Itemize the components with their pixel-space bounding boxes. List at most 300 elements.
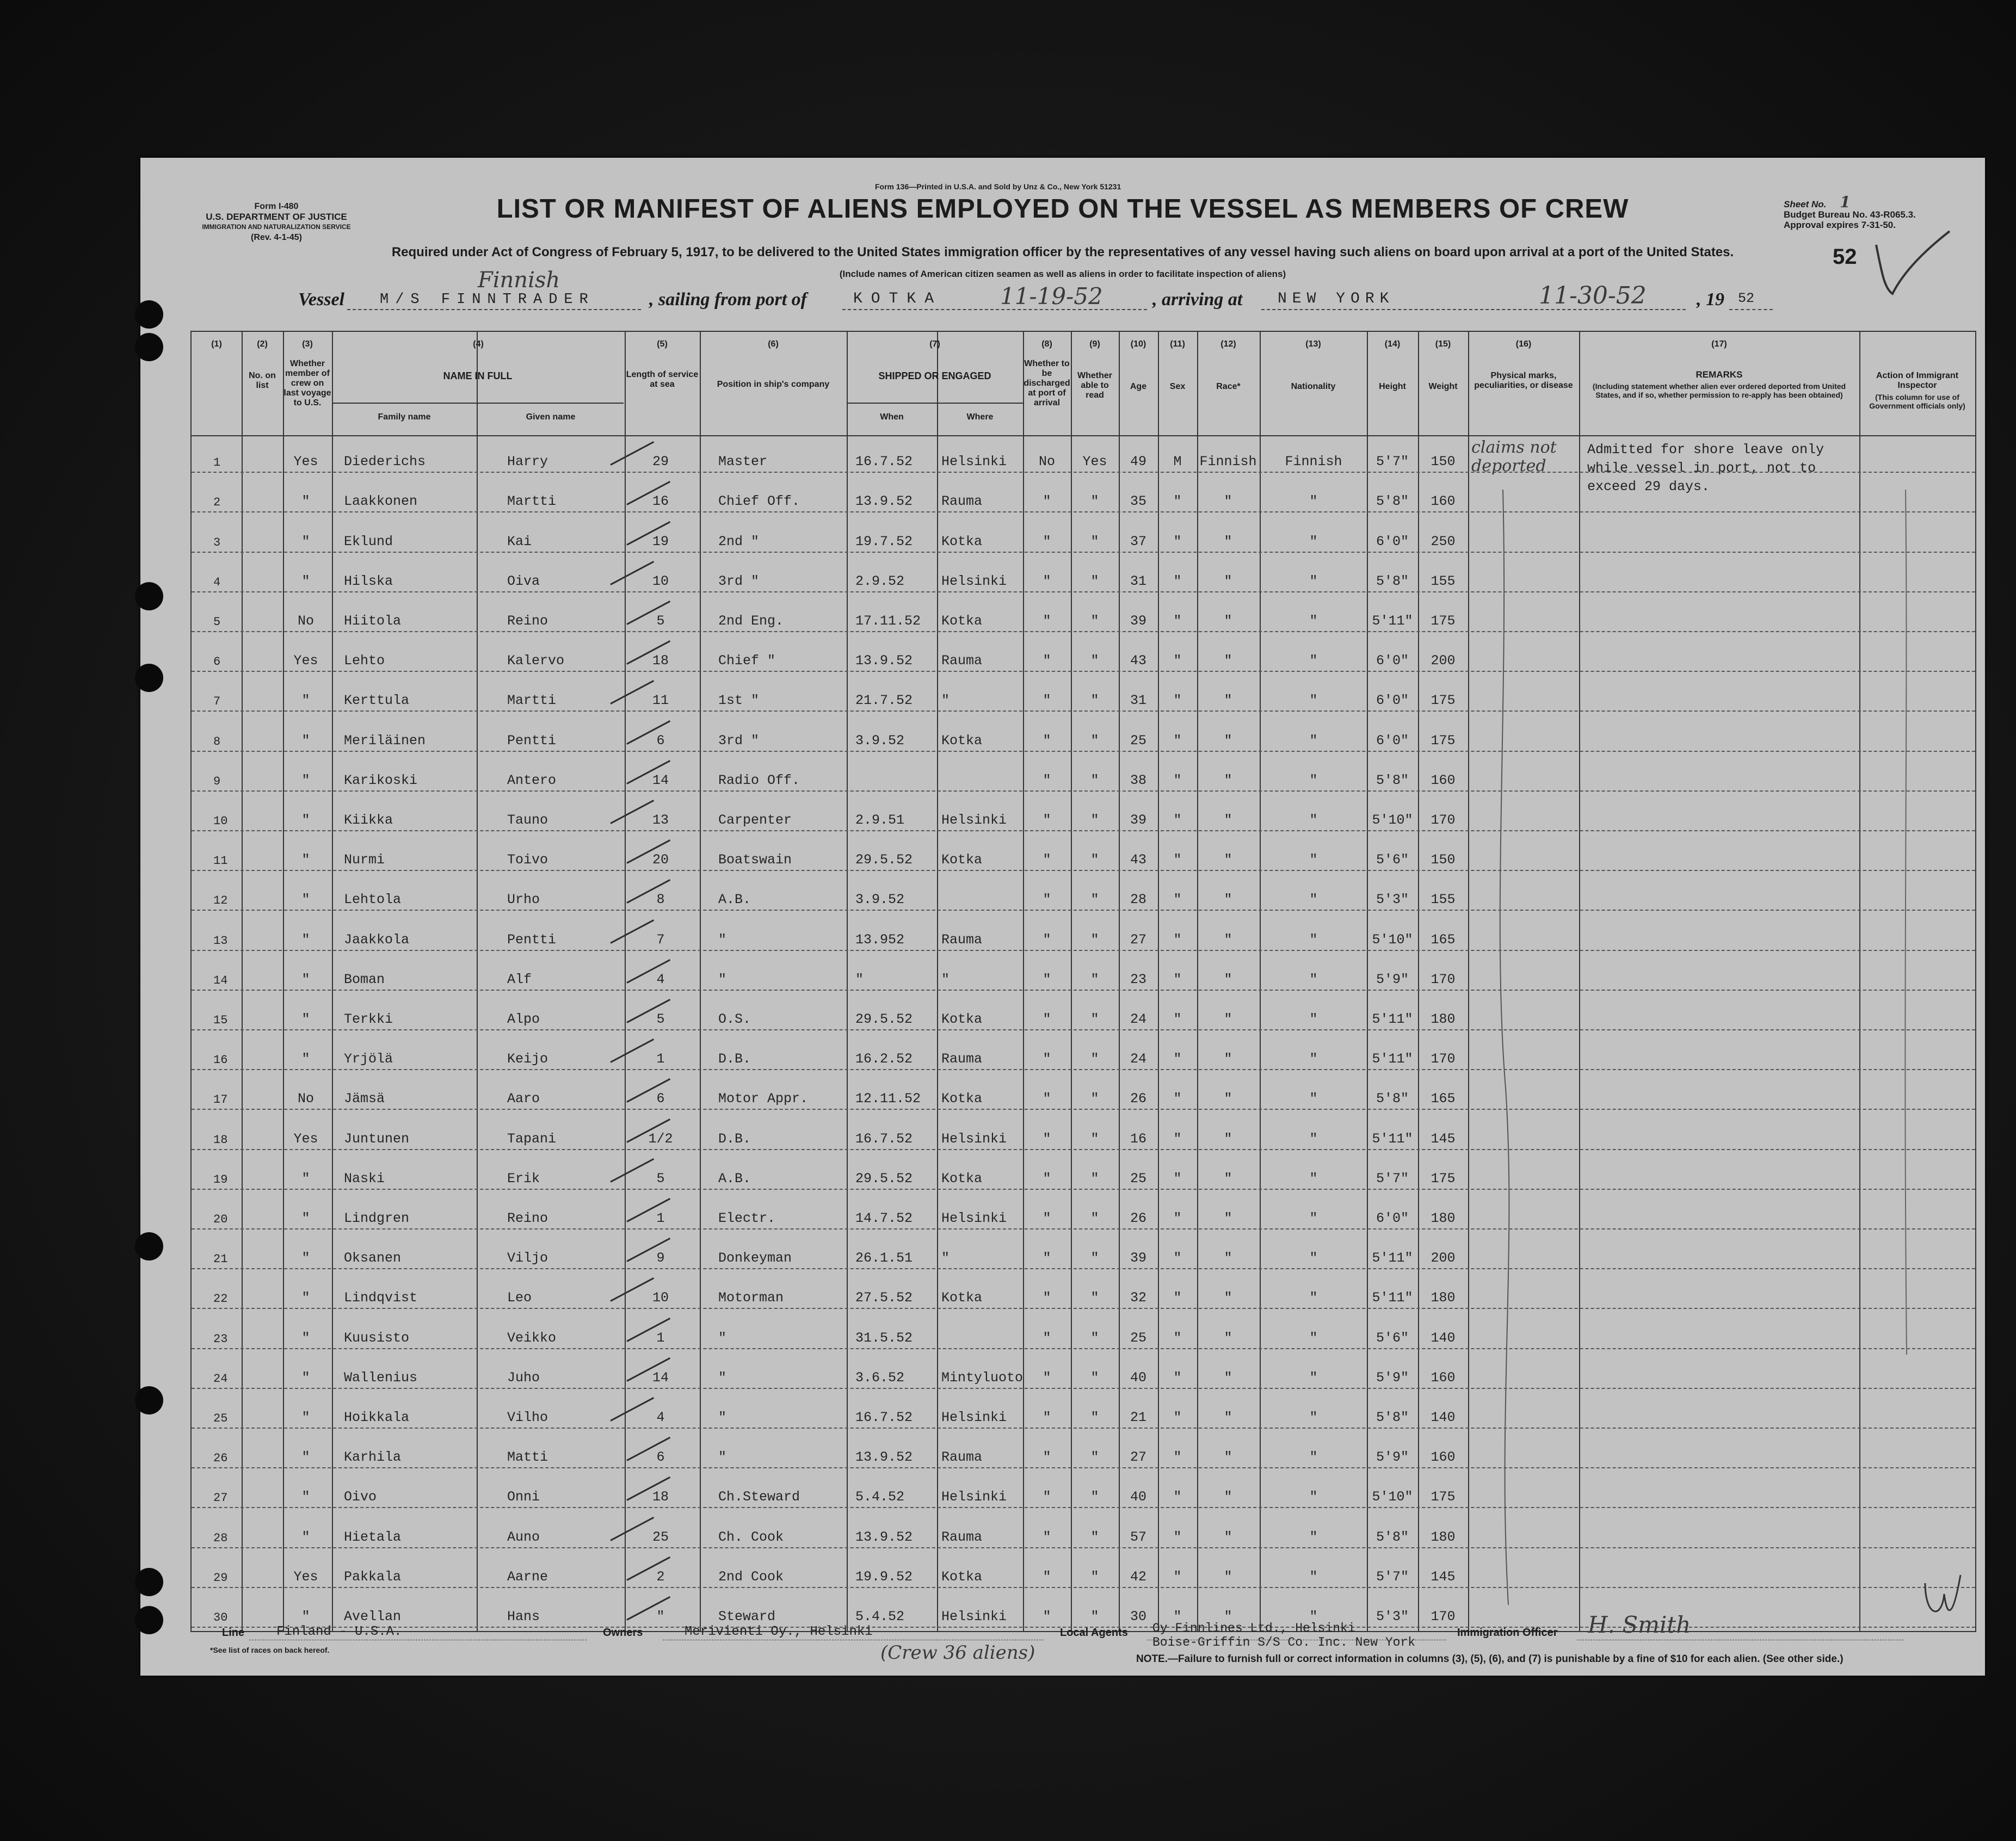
cell-service: 1 — [656, 1051, 665, 1067]
cell-no: 26 — [213, 1451, 228, 1466]
cell-last-voyage: Yes — [293, 1130, 318, 1147]
cell-given-name: Martti — [507, 493, 557, 510]
cell-age: 30 — [1130, 1608, 1146, 1624]
cell-discharged: " — [1043, 1529, 1051, 1545]
cell-last-voyage: " — [301, 892, 310, 908]
cell-where: Kotka — [941, 1290, 983, 1306]
cell-family-name: Kerttula — [344, 693, 410, 709]
cell-nationality: " — [1309, 1369, 1318, 1386]
cell-position: A.B. — [718, 892, 751, 908]
cell-no: 28 — [213, 1531, 228, 1545]
cell-discharged: " — [1043, 1250, 1051, 1267]
cell-given-name: Veikko — [507, 1330, 557, 1346]
cell-given-name: Alf — [507, 971, 532, 987]
header-height: Height — [1379, 382, 1406, 391]
cell-able-read: " — [1090, 1409, 1099, 1425]
cell-height: 5'6" — [1376, 852, 1409, 868]
cell-weight: 200 — [1431, 653, 1456, 669]
cell-where: Kotka — [941, 613, 983, 629]
cell-when: 12.11.52 — [855, 1091, 921, 1107]
cell-given-name: Juho — [507, 1369, 540, 1386]
agents-value-1: Oy Finnlines Ltd., Helsinki — [1152, 1621, 1355, 1635]
cell-nationality: " — [1309, 1529, 1318, 1545]
cell-last-voyage: " — [301, 1011, 310, 1027]
cell-given-name: Viljo — [507, 1250, 548, 1267]
cell-position: D.B. — [718, 1051, 751, 1067]
cell-age: 40 — [1130, 1369, 1146, 1386]
cell-service: 2 — [656, 1568, 665, 1585]
agents-label: Local Agents — [1060, 1627, 1128, 1639]
cell-age: 26 — [1130, 1091, 1146, 1107]
cell-service: 5 — [656, 1011, 665, 1027]
cell-when: 17.11.52 — [855, 613, 921, 629]
cell-age: 23 — [1130, 971, 1146, 987]
cell-no: 22 — [213, 1292, 228, 1306]
cell-age: 40 — [1130, 1489, 1146, 1505]
punch-hole — [135, 1606, 163, 1634]
header-where: Where — [966, 412, 994, 422]
cell-family-name: Hilska — [344, 573, 393, 589]
cell-sex: " — [1173, 772, 1182, 788]
cell-where: Kotka — [941, 533, 983, 549]
cell-service: 6 — [656, 1449, 665, 1466]
cell-weight: 140 — [1431, 1330, 1456, 1346]
cell-given-name: Urho — [507, 892, 540, 908]
column-number: (7) — [929, 339, 940, 349]
cell-race: " — [1224, 1290, 1232, 1306]
cell-discharged: " — [1043, 1608, 1051, 1624]
cell-last-voyage: Yes — [293, 653, 318, 669]
cell-family-name: Naski — [344, 1170, 385, 1187]
cell-no: 10 — [213, 814, 228, 828]
table-row — [192, 1511, 1975, 1551]
page-number: 52 — [1833, 245, 1857, 269]
cell-race: " — [1224, 732, 1232, 749]
cell-able-read: " — [1090, 493, 1099, 510]
cell-service: 7 — [656, 931, 665, 948]
page-title: LIST OR MANIFEST OF ALIENS EMPLOYED ON THE VESSEL AS MEMBERS OF CREW — [496, 194, 1629, 224]
punch-hole — [135, 1232, 163, 1261]
cell-race: " — [1224, 1568, 1232, 1585]
cell-no: 12 — [213, 894, 228, 908]
punch-hole — [135, 333, 163, 361]
table-row — [192, 1073, 1975, 1113]
cell-height: 6'0" — [1376, 1210, 1409, 1226]
punch-hole — [135, 1386, 163, 1414]
cell-sex: " — [1173, 1011, 1182, 1027]
cell-where: Kotka — [941, 1011, 983, 1027]
cell-position: Chief " — [718, 653, 776, 669]
cell-discharged: " — [1043, 1210, 1051, 1226]
cell-position: O.S. — [718, 1011, 751, 1027]
cell-nationality: " — [1309, 1170, 1318, 1187]
physical-note: claims not deported — [1471, 438, 1557, 475]
cell-last-voyage: " — [301, 1409, 310, 1425]
cell-nationality: " — [1309, 533, 1318, 549]
cell-age: 49 — [1130, 454, 1146, 470]
cell-when: 16.2.52 — [855, 1051, 913, 1067]
cell-when: 29.5.52 — [855, 1011, 913, 1027]
cell-height: 5'8" — [1376, 1091, 1409, 1107]
header-remarks-note: (Including statement whether alien ever ordered deported from United States, and if so, whether permission to re-apply has been obtained) — [1592, 382, 1846, 399]
cell-nationality: " — [1309, 931, 1318, 948]
cell-sex: " — [1173, 693, 1182, 709]
table-row — [192, 1113, 1975, 1153]
table-row — [192, 755, 1975, 795]
cell-able-read: " — [1090, 1210, 1099, 1226]
cell-when: 16.7.52 — [855, 1409, 913, 1425]
cell-given-name: Antero — [507, 772, 557, 788]
cell-race: " — [1224, 1449, 1232, 1466]
cell-discharged: " — [1043, 1409, 1051, 1425]
cell-weight: 175 — [1431, 613, 1456, 629]
cell-weight: 150 — [1431, 454, 1456, 470]
service: IMMIGRATION AND NATURALIZATION SERVICE — [202, 223, 351, 231]
cell-service: " — [656, 1608, 665, 1624]
cell-discharged: " — [1043, 1449, 1051, 1466]
cell-when: " — [855, 971, 864, 987]
cell-race: " — [1224, 573, 1232, 589]
cell-when: 27.5.52 — [855, 1290, 913, 1306]
cell-able-read: " — [1090, 1011, 1099, 1027]
cell-position: A.B. — [718, 1170, 751, 1187]
cell-given-name: Tauno — [507, 812, 548, 828]
cell-family-name: Lehtola — [344, 892, 402, 908]
cell-last-voyage: No — [297, 613, 314, 629]
cell-last-voyage: " — [301, 1449, 310, 1466]
cell-no: 7 — [213, 695, 221, 709]
cell-weight: 175 — [1431, 693, 1456, 709]
cell-last-voyage: " — [301, 1330, 310, 1346]
cell-race: " — [1224, 1170, 1232, 1187]
cell-height: 5'3" — [1376, 892, 1409, 908]
cell-height: 5'11" — [1372, 1130, 1413, 1147]
cell-nationality: Finnish — [1285, 454, 1342, 470]
punch-hole — [135, 582, 163, 610]
cell-able-read: " — [1090, 1250, 1099, 1267]
cell-given-name: Harry — [507, 454, 548, 470]
table-row — [192, 954, 1975, 994]
cell-height: 5'8" — [1376, 493, 1409, 510]
cell-sex: " — [1173, 931, 1182, 948]
column-number: (10) — [1130, 339, 1146, 349]
cell-able-read: " — [1090, 892, 1099, 908]
cell-height: 5'7" — [1376, 454, 1409, 470]
cell-race: " — [1224, 1130, 1232, 1147]
cell-no: 25 — [213, 1411, 228, 1425]
cell-weight: 170 — [1431, 812, 1456, 828]
year-label: , 19 — [1697, 289, 1724, 310]
cell-service: 14 — [652, 1369, 669, 1386]
cell-nationality: " — [1309, 732, 1318, 749]
cell-position: Chief Off. — [718, 493, 800, 510]
cell-discharged: " — [1043, 1011, 1051, 1027]
cell-weight: 165 — [1431, 931, 1456, 948]
cell-weight: 140 — [1431, 1409, 1456, 1425]
cell-where: Kotka — [941, 1091, 983, 1107]
cell-race: " — [1224, 1011, 1232, 1027]
cell-age: 42 — [1130, 1568, 1146, 1585]
column-number: (3) — [302, 339, 313, 349]
cell-discharged: " — [1043, 772, 1051, 788]
cell-discharged: " — [1043, 1568, 1051, 1585]
cell-no: 19 — [213, 1172, 228, 1187]
cell-where: Mintyluoto — [941, 1369, 1024, 1386]
cell-age: 26 — [1130, 1210, 1146, 1226]
cell-height: 5'10" — [1372, 1489, 1413, 1505]
vessel-note: Finnish — [478, 268, 560, 293]
header-last-voyage: Whether member of crew on last voyage to U.S. — [283, 359, 331, 407]
cell-when: 29.5.52 — [855, 852, 913, 868]
officer-label: Immigration Officer — [1457, 1627, 1558, 1639]
cell-family-name: Eklund — [344, 533, 393, 549]
cell-nationality: " — [1309, 1091, 1318, 1107]
cell-family-name: Lindqvist — [344, 1290, 418, 1306]
cell-where: Helsinki — [941, 573, 1007, 589]
cell-discharged: " — [1043, 573, 1051, 589]
cell-service: 18 — [652, 1489, 669, 1505]
table-row — [192, 795, 1975, 835]
port-to: NEW YORK — [1278, 291, 1395, 307]
cell-given-name: Keijo — [507, 1051, 548, 1067]
cell-position: 2nd Cook — [718, 1568, 784, 1585]
owners-label: Owners — [603, 1627, 643, 1639]
cell-able-read: " — [1090, 693, 1099, 709]
cell-last-voyage: " — [301, 1210, 310, 1226]
cell-race: " — [1224, 493, 1232, 510]
cell-race: " — [1224, 1529, 1232, 1545]
cell-when: 2.9.52 — [855, 573, 905, 589]
cell-family-name: Juntunen — [344, 1130, 410, 1147]
cell-last-voyage: " — [301, 1051, 310, 1067]
cell-given-name: Auno — [507, 1529, 540, 1545]
header-inspector-action: Action of Immigrant Inspector — [1876, 371, 1959, 390]
cell-discharged: " — [1043, 1489, 1051, 1505]
table-row — [192, 1233, 1975, 1272]
cell-position: Master — [718, 454, 768, 470]
cell-sex: " — [1173, 1210, 1182, 1226]
cell-age: 35 — [1130, 493, 1146, 510]
header-physical-marks: Physical marks, peculiarities, or disease — [1474, 371, 1573, 390]
cell-age: 24 — [1130, 1051, 1146, 1067]
cell-no: 6 — [213, 655, 221, 669]
cell-discharged: " — [1043, 1369, 1051, 1386]
cell-family-name: Boman — [344, 971, 385, 987]
cell-last-voyage: " — [301, 573, 310, 589]
header-race: Race* — [1216, 382, 1241, 391]
cell-position: " — [718, 1369, 727, 1386]
remarks-text: Admitted for shore leave only while vessel in port, not to exceed 29 days. — [1587, 442, 1824, 495]
cell-nationality: " — [1309, 653, 1318, 669]
cell-age: 39 — [1130, 812, 1146, 828]
cell-nationality: " — [1309, 812, 1318, 828]
cell-where: Rauma — [941, 1051, 983, 1067]
header-age: Age — [1130, 382, 1147, 391]
cell-sex: " — [1173, 1170, 1182, 1187]
cell-nationality: " — [1309, 1608, 1318, 1624]
cell-when: 31.5.52 — [855, 1330, 913, 1346]
pencil-line-icon — [1895, 490, 1916, 1360]
cell-able-read: " — [1090, 1489, 1099, 1505]
cell-when: 14.7.52 — [855, 1210, 913, 1226]
cell-height: 5'11" — [1372, 1250, 1413, 1267]
cell-last-voyage: " — [301, 1529, 310, 1545]
cell-no: 21 — [213, 1252, 228, 1267]
cell-sex: " — [1173, 1449, 1182, 1466]
cell-position: Motor Appr. — [718, 1091, 809, 1107]
column-number: (16) — [1515, 339, 1532, 349]
cell-height: 5'11" — [1372, 1011, 1413, 1027]
cell-sex: M — [1173, 454, 1182, 470]
cell-given-name: Toivo — [507, 852, 548, 868]
cell-position: " — [718, 1330, 727, 1346]
crew-rows — [192, 436, 1975, 1631]
cell-position: Ch.Steward — [718, 1489, 800, 1505]
cell-family-name: Hoikkala — [344, 1409, 410, 1425]
cell-able-read: " — [1090, 1290, 1099, 1306]
cell-age: 27 — [1130, 931, 1146, 948]
table-row — [192, 914, 1975, 954]
cell-service: 4 — [656, 1409, 665, 1425]
cell-nationality: " — [1309, 1489, 1318, 1505]
cell-where: Rauma — [941, 1449, 983, 1466]
cell-race: " — [1224, 1369, 1232, 1386]
cell-sex: " — [1173, 1529, 1182, 1545]
header-when: When — [880, 412, 904, 422]
cell-service: 29 — [652, 454, 669, 470]
cell-given-name: Onni — [507, 1489, 540, 1505]
cell-weight: 165 — [1431, 1091, 1456, 1107]
cell-position: " — [718, 1449, 727, 1466]
cell-race: " — [1224, 533, 1232, 549]
cell-given-name: Reino — [507, 613, 548, 629]
cell-service: 1 — [656, 1210, 665, 1226]
cell-no: 23 — [213, 1332, 228, 1346]
table-row — [192, 874, 1975, 914]
cell-service: 1 — [656, 1330, 665, 1346]
cell-where: Kotka — [941, 732, 983, 749]
cell-family-name: Oksanen — [344, 1250, 402, 1267]
manifest-sheet — [140, 158, 1985, 1676]
cell-weight: 175 — [1431, 1170, 1456, 1187]
cell-service: 5 — [656, 1170, 665, 1187]
cell-race: Finnish — [1199, 454, 1257, 470]
table-row — [192, 1272, 1975, 1312]
cell-no: 14 — [213, 973, 228, 987]
port-from: KOTKA — [853, 291, 943, 307]
arrival-date: 11-30-52 — [1539, 282, 1647, 310]
cell-discharged: " — [1043, 971, 1051, 987]
cell-family-name: Hietala — [344, 1529, 402, 1545]
cell-age: 28 — [1130, 892, 1146, 908]
header-nationality: Nationality — [1291, 382, 1336, 391]
cell-last-voyage: " — [301, 1369, 310, 1386]
cell-service: 19 — [652, 533, 669, 549]
cell-discharged: " — [1043, 693, 1051, 709]
cell-position: 1st " — [718, 693, 760, 709]
cell-race: " — [1224, 1608, 1232, 1624]
cell-when: 5.4.52 — [855, 1608, 905, 1624]
cell-sex: " — [1173, 1091, 1182, 1107]
agents-value-2: Boise-Griffin S/S Co. Inc. New York — [1152, 1635, 1416, 1650]
cell-nationality: " — [1309, 1250, 1318, 1267]
cell-position: " — [718, 1409, 727, 1425]
header-no: No. on list — [249, 371, 276, 390]
cell-service: 9 — [656, 1250, 665, 1267]
cell-last-voyage: " — [301, 493, 310, 510]
cell-where: Rauma — [941, 1529, 983, 1545]
cell-height: 5'9" — [1376, 1369, 1409, 1386]
cell-height: 6'0" — [1376, 653, 1409, 669]
form-number: Form I-480 — [254, 202, 299, 211]
header-position: Position in ship's company — [717, 380, 830, 389]
cell-weight: 155 — [1431, 892, 1456, 908]
cell-service: 14 — [652, 772, 669, 788]
table-row — [192, 1153, 1975, 1193]
header-given-name: Given name — [526, 412, 576, 422]
cell-able-read: Yes — [1082, 454, 1107, 470]
cell-when: 3.9.52 — [855, 732, 905, 749]
sheet-label: Sheet No. — [1784, 199, 1827, 209]
cell-family-name: Lindgren — [344, 1210, 410, 1226]
cell-height: 5'8" — [1376, 573, 1409, 589]
cell-family-name: Meriläinen — [344, 732, 426, 749]
cell-position: D.B. — [718, 1130, 751, 1147]
cell-family-name: Laakkonen — [344, 493, 418, 510]
cell-able-read: " — [1090, 971, 1099, 987]
cell-last-voyage: " — [301, 1250, 310, 1267]
cell-age: 31 — [1130, 693, 1146, 709]
cell-height: 5'7" — [1376, 1170, 1409, 1187]
include-statement: (Include names of American citizen seamen as well as aliens in order to facilitate inspection of aliens) — [839, 269, 1286, 279]
cell-no: 2 — [213, 496, 221, 510]
cell-sex: " — [1173, 1130, 1182, 1147]
cell-height: 5'6" — [1376, 1330, 1409, 1346]
cell-when: 13.952 — [855, 931, 905, 948]
cell-age: 43 — [1130, 852, 1146, 868]
cell-sex: " — [1173, 573, 1182, 589]
cell-sex: " — [1173, 533, 1182, 549]
cell-height: 5'9" — [1376, 1449, 1409, 1466]
table-row — [192, 516, 1975, 555]
cell-weight: 175 — [1431, 1489, 1456, 1505]
table-row — [192, 835, 1975, 874]
cell-service: 8 — [656, 892, 665, 908]
cell-when: 19.9.52 — [855, 1568, 913, 1585]
cell-sex: " — [1173, 892, 1182, 908]
cell-race: " — [1224, 971, 1232, 987]
cell-age: 39 — [1130, 613, 1146, 629]
column-number: (11) — [1170, 339, 1185, 349]
cell-given-name: Kalervo — [507, 653, 565, 669]
header-name: NAME IN FULL — [443, 370, 513, 381]
cell-no: 13 — [213, 934, 228, 948]
cell-position: Carpenter — [718, 812, 792, 828]
cell-when: 21.7.52 — [855, 693, 913, 709]
cell-service: 25 — [652, 1529, 669, 1545]
cell-weight: 145 — [1431, 1568, 1456, 1585]
cell-discharged: " — [1043, 1091, 1051, 1107]
cell-discharged: " — [1043, 931, 1051, 948]
cell-height: 5'10" — [1372, 931, 1413, 948]
cell-able-read: " — [1090, 1369, 1099, 1386]
cell-nationality: " — [1309, 892, 1318, 908]
cell-where: Helsinki — [941, 1130, 1007, 1147]
race-footnote: *See list of races on back hereof. — [210, 1646, 330, 1654]
cell-weight: 170 — [1431, 1608, 1456, 1624]
cell-discharged: " — [1043, 812, 1051, 828]
cell-no: 17 — [213, 1093, 228, 1107]
